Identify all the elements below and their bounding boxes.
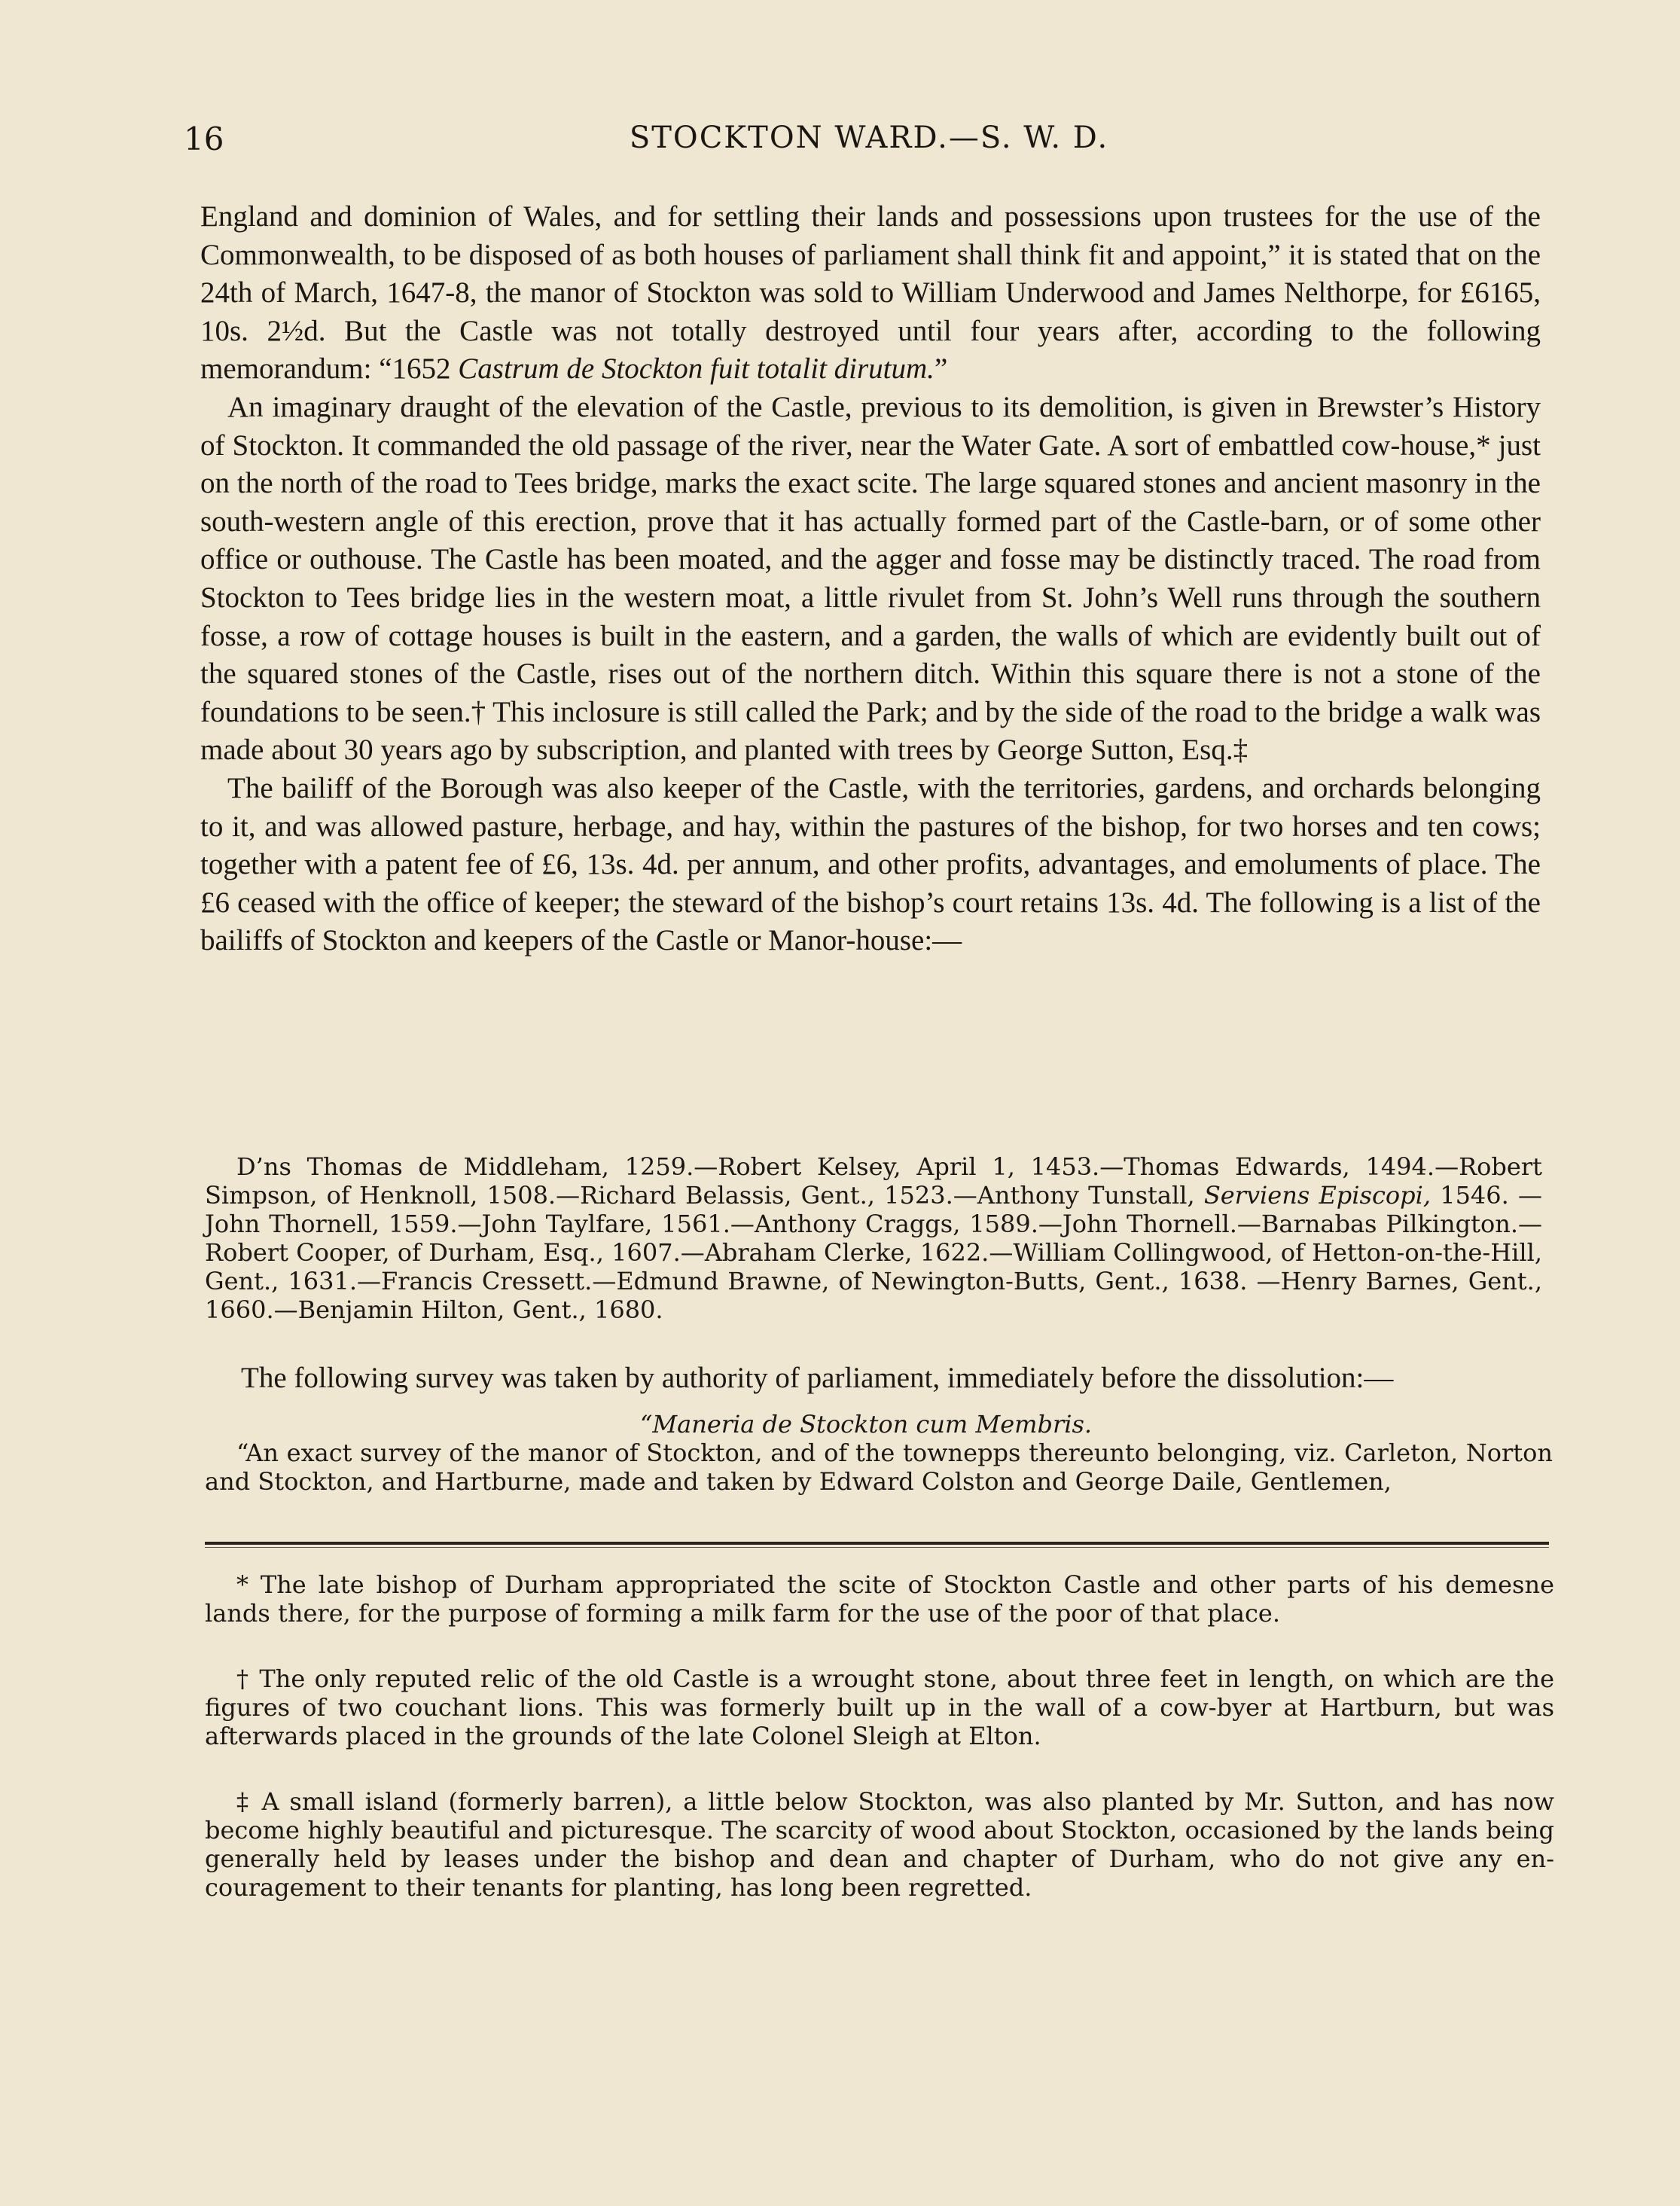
main-text	[200, 198, 1541, 960]
text-run: D’ns Thomas de Middleham, 1259.—Robert Kelsey, April 1, 1453.—Thomas Edwards, 1494.—Robert Simpson, of Henknoll, 1508.—Richard Belassis, Gent., 1523.—Anthony Tunstall,	[205, 1152, 1542, 1210]
text-run: England and dominion of Wales, and for settling their lands and possessions upon trustees for the use of the Commonwealth, to be disposed of as both houses of parliament shall think fit and appoint,” it is stated that on the 24th of March, 1647-8, the manor of Stockton was sold to William Underwood and James Nelthorpe, for £6165, 10s. 2½d. But the Castle was not totally destroyed until four years after, according to the following memorandum: “1652	[200, 200, 1541, 386]
text-run: The bailiff of the Borough was also keeper of the Castle, with the territories, gardens, and orchards belonging to it, and was allowed pasture, herbage, and hay, within the pastures of the bishop, for two horses and ten cows; together with a patent fee of £6, 13s. 4d. per annum, and other profits, advantages, and emoluments of place. The £6 ceased with the office of keeper; the steward of the bishop’s court retains 13s. 4d. The following is a list of the bailiffs of Stockton and keepers of the Castle or Manor-house:—	[200, 771, 1541, 957]
italic-text-run: Serviens Episcopi,	[1203, 1181, 1432, 1210]
footnote-rule-thin	[205, 1547, 1549, 1548]
bailiffs-paragraph	[205, 1152, 1542, 1324]
text-run: An imaginary draught of the elevation of the Castle, previous to its demolition, is given in Brewster’s History of Stockton. It commanded the old passage of the river, near the Water Gate. A sort of embattled cow-house,* just on the north of the road to Tees bridge, marks the exact scite. The large squared stones and ancient masonry in the south-western angle of this erection, prove that it has actually formed part of the Castle-barn, or of some other office or outhouse. The Castle has been moated, and the agger and fosse may be distinctly traced. The road from Stockton to Tees bridge lies in the western moat, a little rivulet from St. John’s Well runs through the southern fosse, a row of cottage houses is built in the eastern, and a garden, the walls of which are evidently built out of the squared stones of the Castle, rises out of the northern ditch. Within this square there is not a stone of the foundations to be seen.† This inclosure is still called the Park; and by the side of the road to the bridge a walk was made about 30 years ago by subscription, and planted with trees by George Sutton, Esq.‡	[200, 390, 1541, 767]
page-header	[184, 121, 1554, 166]
italic-text-run: Castrum de Stockton fuit totalit dirutum.	[458, 352, 935, 386]
footnotes	[205, 1570, 1554, 1902]
survey-title: “Maneria de Stockton cum Membris.	[640, 1410, 1093, 1439]
main-paragraph	[200, 389, 1541, 770]
footnote-rule	[205, 1542, 1549, 1545]
text-run: 1546. —John Thornell, 1559.—John Taylfare, 1561.—Anthony Craggs, 1589.—John Thornell.—Barnabas Pilkington.—Robert Cooper, of Durham, Esq., 1607.—Abraham Clerke, 1622.—William Collingwood, of Hetton-on-the-Hill, Gent., 1631.—Francis Cressett.—Edmund Brawne, of Newington-Butts, Gent., 1638. —Henry Barnes, Gent., 1660.—Benjamin Hilton, Gent., 1680.	[205, 1181, 1542, 1324]
footnote-double-dagger: ‡ A small island (formerly barren), a little below Stockton, was also planted by Mr. Sutton, and has now become highly beautiful and picturesque. The scarcity of wood about Stockton, occasioned by the lands being generally held by leases under the bishop and dean and chapter of Durham, who do not give any encouragement to their tenants for planting, has long been regretted.	[205, 1787, 1554, 1902]
footnote-asterisk: * The late bishop of Durham appropriated the scite of Stockton Castle and other parts of his demesne lands there, for the purpose of forming a milk farm for the use of the poor of that place.	[205, 1570, 1554, 1628]
text-run: ”	[934, 352, 948, 386]
footnote-dagger: † The only reputed relic of the old Castle is a wrought stone, about three feet in length, on which are the figures of two couchant lions. This was formerly built up in the wall of a cow-byer at Hartburn, but was afterwards placed in the grounds of the late Colonel Sleigh at Elton.	[205, 1664, 1554, 1750]
page-number: 16	[184, 121, 224, 157]
survey-body	[205, 1439, 1553, 1496]
survey-paragraph: “An exact survey of the manor of Stockton, and of the townepps thereunto belonging, viz. Carleton, Norton and Stockton, and Hartburne, made and taken by Edward Colston and George Daile, Gentlemen,	[205, 1439, 1553, 1496]
survey-intro: The following survey was taken by authority of parliament, immediately before the dissolution:—	[241, 1362, 1394, 1394]
bailiffs-list	[205, 1152, 1542, 1324]
main-paragraph	[200, 770, 1541, 960]
main-paragraph	[200, 198, 1541, 389]
running-head: STOCKTON WARD.—S. W. D.	[629, 121, 1109, 155]
